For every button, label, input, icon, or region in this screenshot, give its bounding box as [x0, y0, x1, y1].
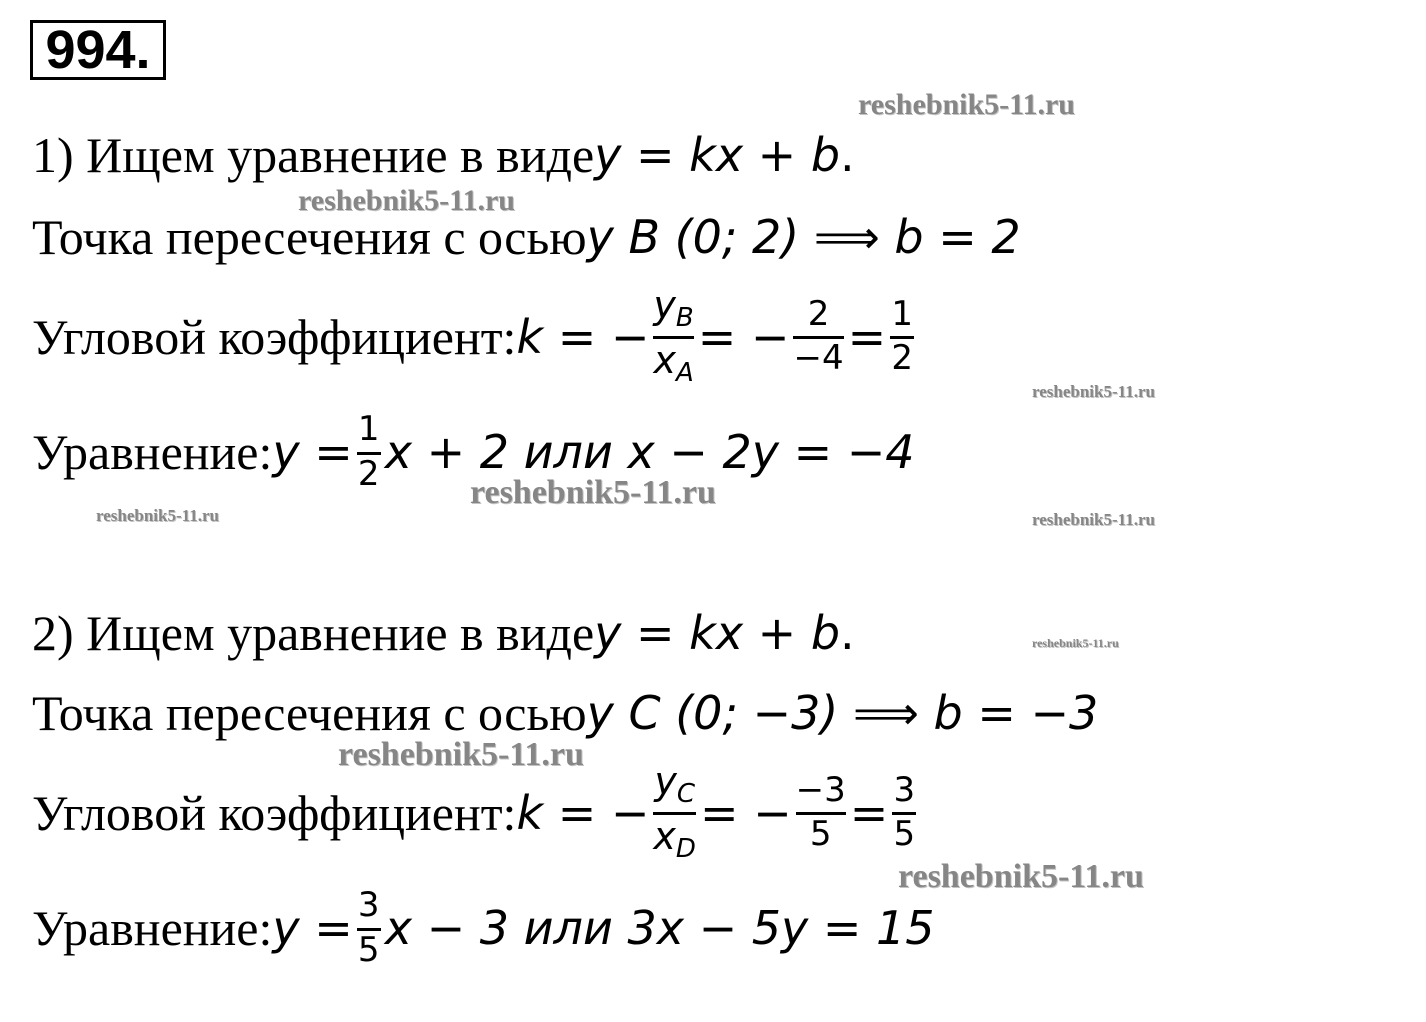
watermark: reshebnik5-11.ru [298, 184, 515, 217]
part1-line1-math: y = kx + b [594, 128, 841, 182]
part2-fraction-yc-xd: $\frac{y_C}{x_D}$ [653, 759, 696, 865]
part1-line3-text: Угловой коэффициент: [32, 308, 517, 365]
part1-y-equals: y = [272, 425, 353, 480]
part2-y-equals: y = [272, 901, 353, 956]
part1-line2 [32, 209, 1021, 265]
part2-equals-minus: = − [699, 785, 792, 840]
part2-fraction-3-5: $\frac{3}{5}$ [893, 769, 916, 855]
watermark: reshebnik5-11.ru [898, 858, 1144, 895]
part2-line1-math: y = kx + b [594, 606, 841, 660]
watermark: reshebnik5-11.ru [338, 736, 584, 773]
part2-line2 [32, 685, 1099, 741]
part2-line1-text: 2) Ищем уравнение в виде [32, 605, 595, 661]
part2-equation-rest: x − 3 или 3x − 5y = 15 [384, 901, 935, 956]
part1-line4-text: Уравнение: [32, 424, 273, 481]
part2-fraction-neg3-5: $\frac{-3}{5}$ [795, 769, 846, 855]
part1-fraction-yb-xa: $\frac{y_B}{x_A}$ [653, 283, 694, 389]
part1-line1 [32, 127, 855, 183]
part2-line3 [32, 759, 920, 865]
part2-k-equals: k = − [516, 785, 650, 840]
watermark: reshebnik5-11.ru [1032, 636, 1119, 650]
part2-line3-text: Угловой коэффициент: [32, 784, 517, 841]
part1-line2-math: y B (0; 2) ⟹ b = 2 [586, 210, 1021, 264]
part2-line4 [32, 885, 935, 970]
part1-fraction-1-2: $\frac{1}{2}$ [891, 293, 913, 379]
watermark: reshebnik5-11.ru [470, 474, 716, 511]
part1-fraction-half: $\frac{1}{2}$ [357, 409, 380, 494]
watermark: reshebnik5-11.ru [1032, 510, 1155, 529]
part1-equation-rest: x + 2 или x − 2y = −4 [384, 425, 915, 480]
part1-line1-end: . [840, 128, 855, 182]
part2-line1 [32, 605, 855, 661]
part2-line1-end: . [840, 606, 855, 660]
part2-line2-text: Точка пересечения с осью [32, 685, 587, 741]
watermark: reshebnik5-11.ru [1032, 382, 1155, 401]
part2-line4-text: Уравнение: [32, 900, 273, 957]
watermark: reshebnik5-11.ru [858, 88, 1075, 121]
part1-line1-text: 1) Ищем уравнение в виде [32, 127, 595, 183]
part1-equals: = [847, 309, 887, 364]
part1-line3 [32, 283, 918, 389]
part2-line2-math: y C (0; −3) ⟹ b = −3 [586, 686, 1099, 740]
part1-k-equals: k = − [516, 309, 650, 364]
part1-equals-minus: = − [697, 309, 790, 364]
part2-equals: = [849, 785, 889, 840]
watermark: reshebnik5-11.ru [96, 506, 219, 525]
part1-line2-text: Точка пересечения с осью [32, 209, 587, 265]
part1-fraction-2-neg4: $\frac{2}{-4}$ [793, 293, 844, 379]
problem-number: 994. [30, 20, 166, 80]
part2-fraction-3-5-b: $\frac{3}{5}$ [357, 885, 380, 970]
